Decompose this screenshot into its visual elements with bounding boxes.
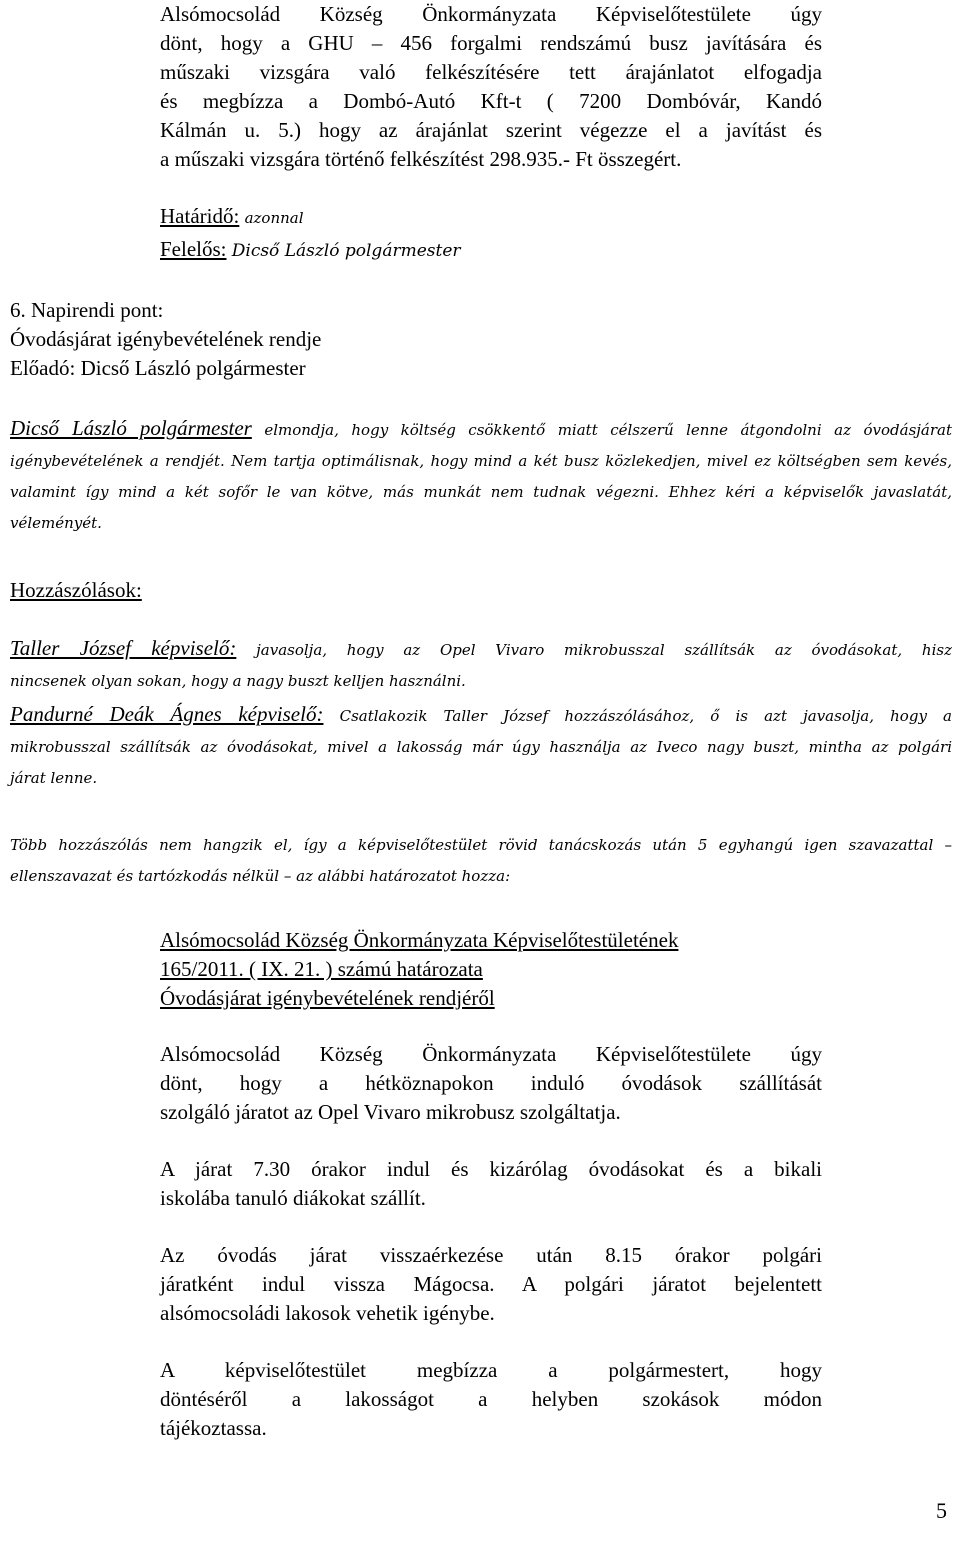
comment-text: javasolja, hogy az Opel Vivaro mikrobusszal szállítsák az óvodásokat, hisz xyxy=(256,641,952,659)
resolution-line: és megbízza a Dombó-Autó Kft-t ( 7200 Dombóvár, Kandó xyxy=(160,89,822,113)
paragraph-line: Alsómocsolád Község Önkormányzata Képviselőtestülete úgy xyxy=(160,1042,822,1066)
vote-text: Több hozzászólás nem hangzik el, így a képviselőtestület rövid tanácskozás után 5 egyhangú igen szavazattal – xyxy=(10,836,952,854)
comment-speaker: Pandurné Deák Ágnes képviselő: xyxy=(10,702,324,726)
speech-text: elmondja, hogy költség csökkentő miatt célszerű lenne átgondolni az óvodásjárat xyxy=(264,421,952,439)
paragraph-line: tájékoztassa. xyxy=(160,1416,267,1440)
resolution-paragraph xyxy=(160,1040,822,1127)
resolution-paragraph xyxy=(160,1356,822,1443)
comment-block xyxy=(10,634,952,697)
responsible-label: Felelős: xyxy=(160,237,227,261)
resolution-title-line: Óvodásjárat igénybevételének rendjéről xyxy=(160,986,495,1010)
speech-speaker: Dicső László polgármester xyxy=(10,416,252,440)
agenda-block xyxy=(10,296,321,383)
resolution-line: műszaki vizsgára való felkészítésére tett árajánlatot elfogadja xyxy=(160,60,822,84)
comment-text: járat lenne. xyxy=(10,769,98,787)
paragraph-line: A járat 7.30 órakor indul és kizárólag óvodásokat és a bikali xyxy=(160,1157,822,1181)
vote-text: ellenszavazat és tartózkodás nélkül – az alábbi határozatot hozza: xyxy=(10,867,511,885)
page-number: 5 xyxy=(936,1498,947,1523)
responsible-value: Dicső László polgármester xyxy=(231,241,461,261)
vote-block xyxy=(10,830,952,892)
paragraph-line: Az óvodás járat visszaérkezése után 8.15 órakor polgári xyxy=(160,1243,822,1267)
paragraph-line: döntéséről a lakosságot a helyben szokások módon xyxy=(160,1387,822,1411)
comment-text: mikrobusszal szállítsák az óvodásokat, mivel a lakosság már úgy használja az Iveco nagy buszt, mintha az polgári xyxy=(10,738,952,756)
comment-speaker: Taller József képviselő: xyxy=(10,636,237,660)
speech-text: igénybevételének a rendjét. Nem tartja optimálisnak, hogy mind a két busz közlekedjen, mivel ez költségben sem kevés, xyxy=(10,452,952,470)
paragraph-line: alsómocsoládi lakosok vehetik igénybe. xyxy=(160,1301,495,1325)
resolution-text-block xyxy=(160,0,822,174)
comment-block xyxy=(10,700,952,794)
resolution-paragraph xyxy=(160,1155,822,1213)
comments-heading: Hozzászólások: xyxy=(10,578,142,602)
resolution-title-line: 165/2011. ( IX. 21. ) számú határozata xyxy=(160,957,483,981)
paragraph-line: szolgáló járatot az Opel Vivaro mikrobusz szolgáltatja. xyxy=(160,1100,621,1124)
speech-block xyxy=(10,414,952,539)
paragraph-line: járatként indul vissza Mágocsa. A polgári járatot bejelentett xyxy=(160,1272,822,1296)
deadline-line xyxy=(160,202,304,234)
resolution-line: Alsómocsolád Község Önkormányzata Képviselőtestülete úgy xyxy=(160,2,822,26)
resolution-paragraph xyxy=(160,1241,822,1328)
paragraph-line: iskolába tanuló diákokat szállít. xyxy=(160,1186,426,1210)
deadline-value: azonnal xyxy=(244,209,304,227)
paragraph-line: A képviselőtestület megbízza a polgármestert, hogy xyxy=(160,1358,822,1382)
responsible-line xyxy=(160,235,461,267)
speech-text: valamint így mind a két sofőr le van kötve, más munkát nem tudnak végezni. Ehhez kéri a képviselők javaslatát, xyxy=(10,483,952,501)
resolution-line: Kálmán u. 5.) hogy az árajánlat szerint végezze el a javítást és xyxy=(160,118,822,142)
paragraph-line: dönt, hogy a hétköznapokon induló óvodások szállítását xyxy=(160,1071,822,1095)
resolution-title xyxy=(160,926,678,1013)
resolution-line: a műszaki vizsgára történő felkészítést 298.935.- Ft összegért. xyxy=(160,147,682,171)
comment-text: nincsenek olyan sokan, hogy a nagy buszt kelljen használni. xyxy=(10,672,466,690)
comment-text: Csatlakozik Taller József hozzászólásához, ő is azt javasolja, hogy a xyxy=(339,707,953,725)
resolution-title-line: Alsómocsolád Község Önkormányzata Képviselőtestületének xyxy=(160,928,679,952)
agenda-title: Óvodásjárat igénybevételének rendje xyxy=(10,327,322,351)
speech-text: véleményét. xyxy=(10,514,102,532)
agenda-presenter: Előadó: Dicső László polgármester xyxy=(10,356,306,380)
resolution-line: dönt, hogy a GHU – 456 forgalmi rendszámú busz javítására és xyxy=(160,31,822,55)
agenda-number: 6. Napirendi pont: xyxy=(10,298,164,322)
deadline-label: Határidő: xyxy=(160,204,240,228)
